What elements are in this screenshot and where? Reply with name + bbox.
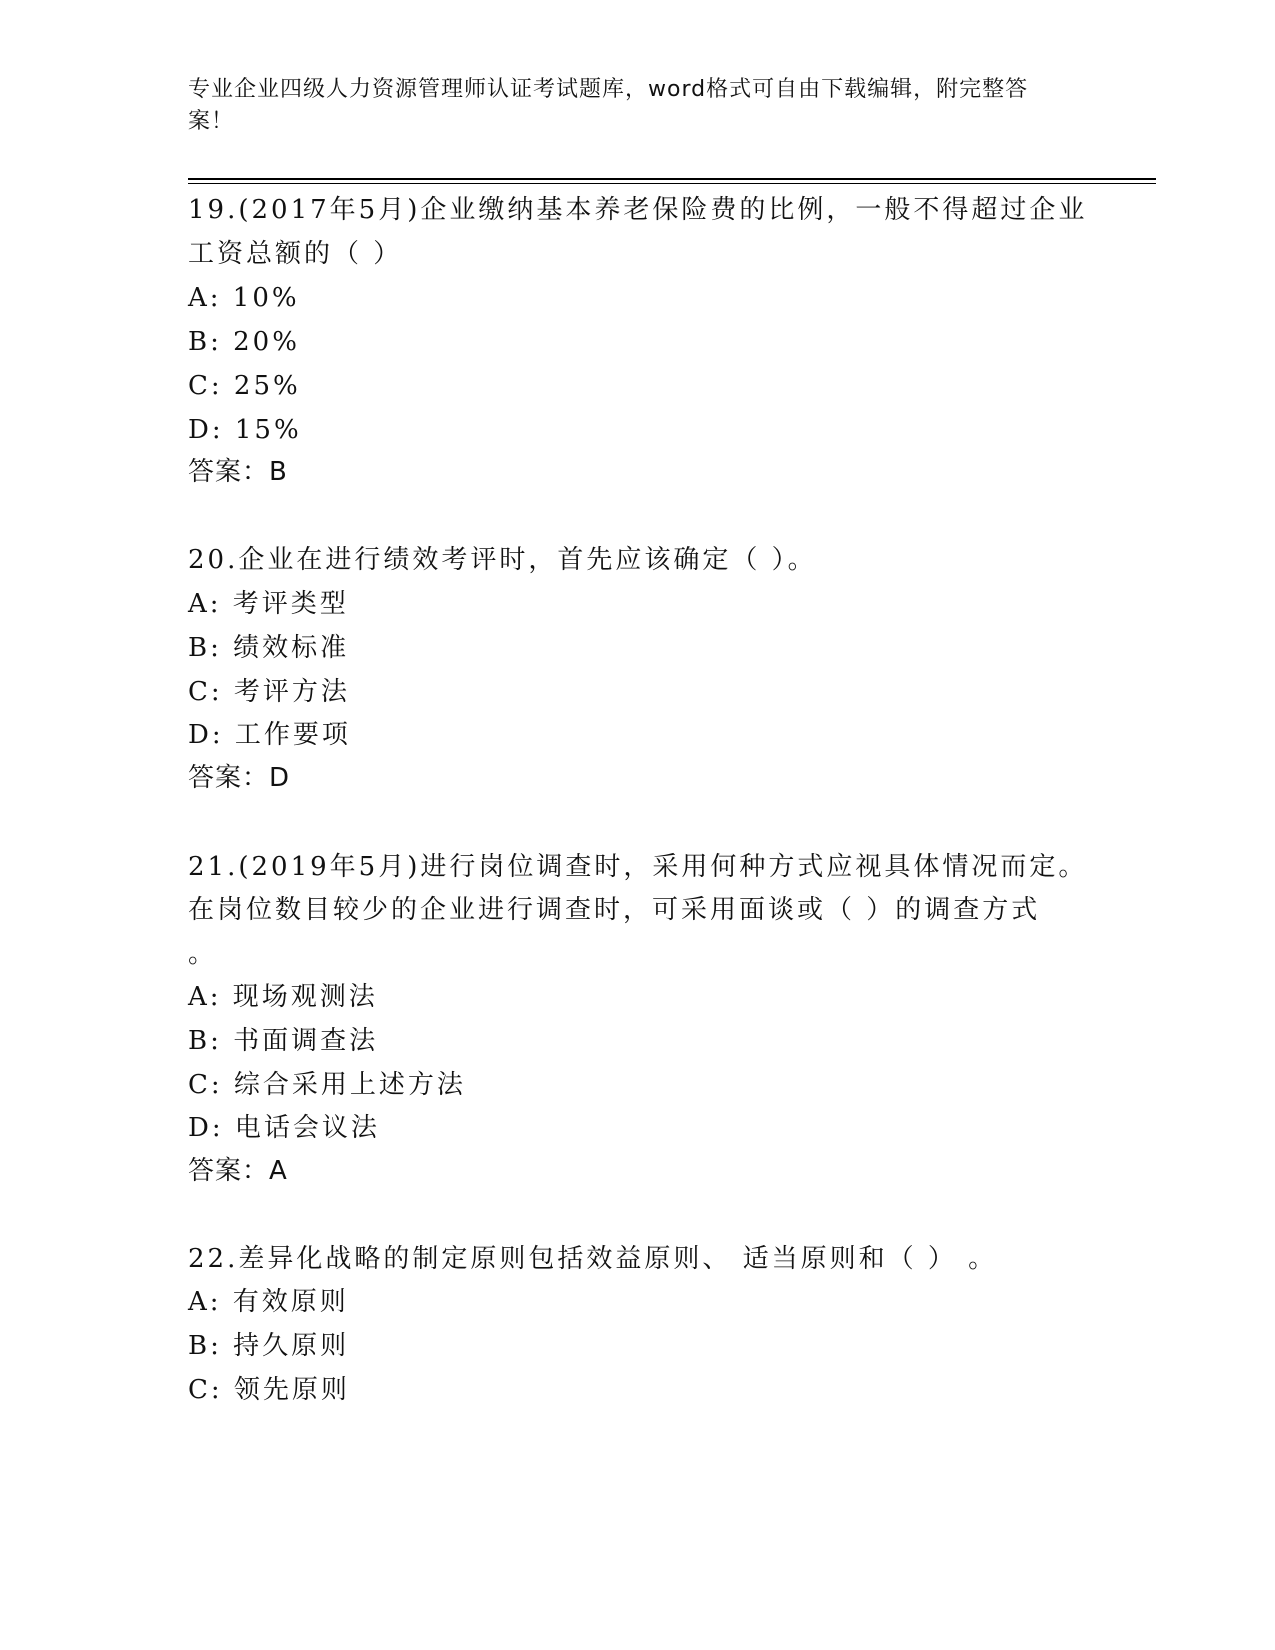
question-22-option-c: C: 领先原则 xyxy=(188,1375,350,1405)
question-19-stem-line-2: 工资总额的（ ） xyxy=(188,239,403,269)
question-21-answer: 答案：A xyxy=(188,1156,288,1186)
question-20-option-b: B: 绩效标准 xyxy=(188,633,350,663)
header-rule-thin xyxy=(188,183,1156,184)
question-20-answer: 答案：D xyxy=(188,763,291,793)
question-22-option-a: A: 有效原则 xyxy=(188,1287,349,1317)
question-21-stem-line-3: 。 xyxy=(188,939,218,969)
question-20-stem-line-1: 20.企业在进行绩效考评时，首先应该确定（ ）。 xyxy=(188,545,817,575)
question-19-option-a: A: 10% xyxy=(188,283,300,313)
question-19-option-d: D: 15% xyxy=(188,415,302,445)
question-20-option-d: D: 工作要项 xyxy=(188,720,351,750)
question-21-option-a: A: 现场观测法 xyxy=(188,982,378,1012)
document-header: 专业企业四级人力资源管理师认证考试题库，word格式可自由下载编辑，附完整答案！ xyxy=(188,77,1029,134)
question-21-stem-line-2: 在岗位数目较少的企业进行调查时，可采用面谈或（ ）的调查方式 xyxy=(188,895,1041,925)
question-20-option-c: C: 考评方法 xyxy=(188,677,350,707)
question-19-stem-line-1: 19.(2017年5月)企业缴纳基本养老保险费的比例，一般不得超过企业 xyxy=(188,195,1088,225)
question-21-option-c: C: 综合采用上述方法 xyxy=(188,1070,466,1100)
question-20-option-a: A: 考评类型 xyxy=(188,589,349,619)
question-21-option-b: B: 书面调查法 xyxy=(188,1026,379,1056)
question-21-option-d: D: 电话会议法 xyxy=(188,1113,380,1143)
question-21-stem-line-1: 21.(2019年5月)进行岗位调查时，采用何种方式应视具体情况而定。 xyxy=(188,852,1088,882)
header-rule-thick xyxy=(188,178,1156,180)
question-19-answer: 答案：B xyxy=(188,457,288,487)
question-19-option-c: C: 25% xyxy=(188,371,301,401)
question-19-option-b: B: 20% xyxy=(188,327,300,357)
question-22-option-b: B: 持久原则 xyxy=(188,1331,350,1361)
question-22-stem-line-1: 22.差异化战略的制定原则包括效益原则、 适当原则和（ ） 。 xyxy=(188,1244,998,1274)
